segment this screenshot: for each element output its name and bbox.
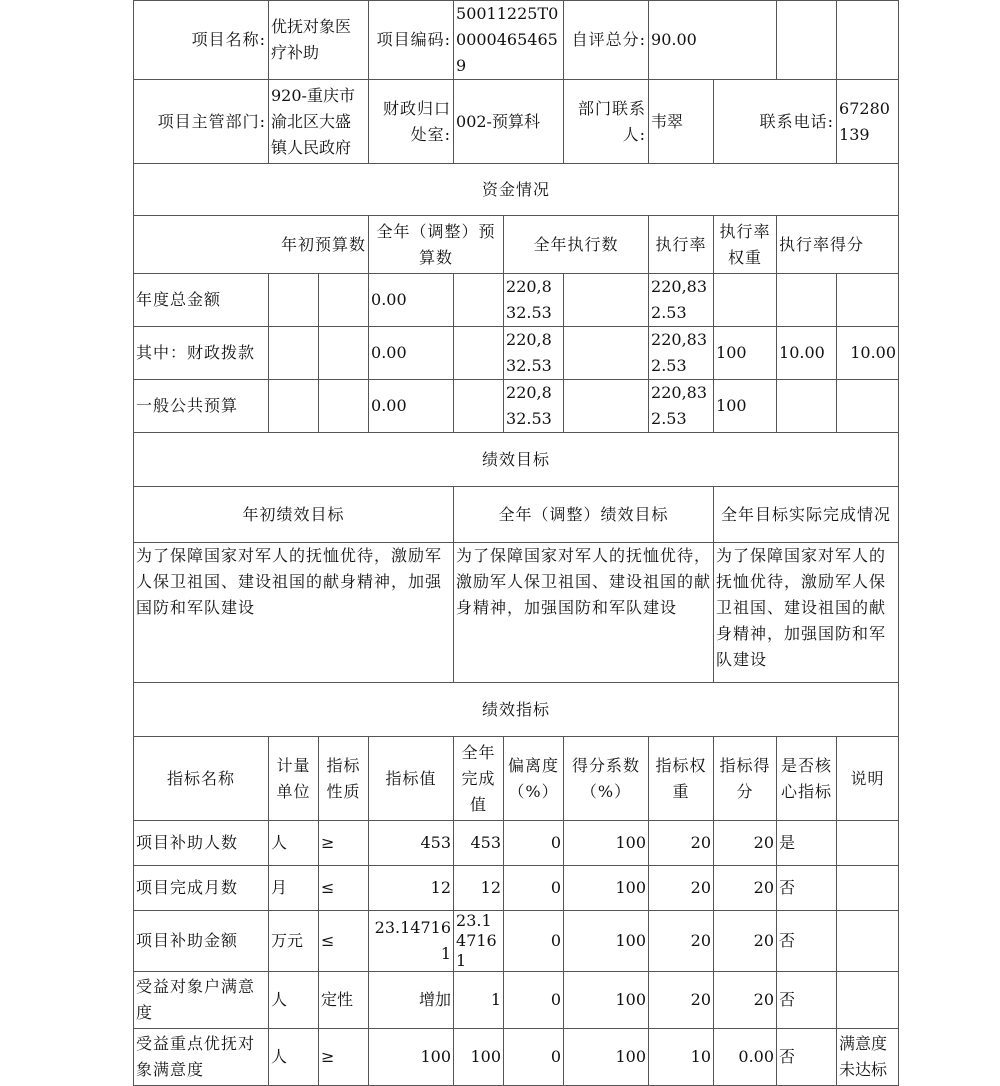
self-score-value: 90.00	[649, 1, 777, 80]
self-score-label: 自评总分:	[564, 1, 649, 80]
ind-core: 否	[777, 972, 837, 1029]
ind-value: 100	[369, 1029, 454, 1086]
indicator-row	[134, 911, 899, 972]
empty-cell	[564, 327, 649, 380]
ind-weight: 20	[649, 821, 714, 866]
indicator-row	[134, 866, 899, 911]
ind-deviation: 0	[504, 972, 564, 1029]
indicator-row	[134, 821, 899, 866]
ind-header-weight: 指标权重	[649, 737, 714, 821]
info-row-1	[134, 1, 899, 80]
funds-header-adjusted: 全年（调整）预算数	[369, 216, 504, 274]
funds-section-title: 资金情况	[134, 164, 899, 216]
ind-core: 否	[777, 866, 837, 911]
empty-cell	[777, 1, 837, 80]
funds-row-rate	[714, 274, 777, 327]
ind-value: 23.147161	[369, 911, 454, 972]
project-name-label: 项目名称:	[134, 1, 269, 80]
funds-row-label: 其中：财政拨款	[134, 327, 269, 380]
goals-content-row	[134, 543, 899, 683]
ind-note	[837, 972, 899, 1029]
ind-coef: 100	[564, 866, 649, 911]
goals-header-row	[134, 487, 899, 543]
ind-name: 受益重点优抚对象满意度	[134, 1029, 269, 1086]
ind-deviation: 0	[504, 911, 564, 972]
goals-adjusted-text: 为了保障国家对军人的抚恤优待，激励军人保卫祖国、建设祖国的献身精神，加强国防和军队建设	[454, 543, 714, 683]
ind-nature: ≥	[319, 821, 369, 866]
ind-header-unit: 计量单位	[269, 737, 319, 821]
empty-cell	[319, 327, 369, 380]
ind-weight: 20	[649, 911, 714, 972]
funds-row-initial: 0.00	[369, 327, 454, 380]
ind-completed: 1	[454, 972, 504, 1029]
funds-header-score: 执行率得分	[777, 216, 899, 274]
funds-row-adjusted: 220,832.53	[504, 274, 564, 327]
funds-header-rate: 执行率	[649, 216, 714, 274]
phone-value: 67280139	[837, 80, 899, 164]
empty-cell	[454, 327, 504, 380]
goals-actual-text: 为了保障国家对军人的抚恤优待，激励军人保卫祖国、建设祖国的献身精神，加强国防和军队建设	[714, 543, 899, 683]
ind-header-completed: 全年完成值	[454, 737, 504, 821]
ind-nature: 定性	[319, 972, 369, 1029]
ind-name: 项目补助金额	[134, 911, 269, 972]
ind-name: 项目完成月数	[134, 866, 269, 911]
ind-coef: 100	[564, 972, 649, 1029]
indicators-section-row	[134, 683, 899, 737]
empty-cell	[454, 274, 504, 327]
funds-row-rate: 100	[714, 327, 777, 380]
ind-header-value: 指标值	[369, 737, 454, 821]
ind-weight: 20	[649, 866, 714, 911]
empty-cell	[319, 274, 369, 327]
ind-note	[837, 911, 899, 972]
empty-cell	[564, 274, 649, 327]
funds-row-initial: 0.00	[369, 380, 454, 433]
funds-header-initial: 年初预算数	[134, 216, 369, 274]
project-code-label: 项目编码:	[369, 1, 454, 80]
ind-name: 项目补助人数	[134, 821, 269, 866]
ind-header-note: 说明	[837, 737, 899, 821]
ind-header-core: 是否核心指标	[777, 737, 837, 821]
ind-header-nature: 指标性质	[319, 737, 369, 821]
ind-completed: 453	[454, 821, 504, 866]
ind-note: 满意度未达标	[837, 1029, 899, 1086]
goals-initial-text: 为了保障国家对军人的抚恤优待，激励军人保卫祖国、建设祖国的献身精神，加强国防和军队建设	[134, 543, 454, 683]
indicator-row	[134, 1029, 899, 1086]
funds-row-score	[837, 274, 899, 327]
project-code-value: 50011225T000004654659	[454, 1, 564, 80]
funds-row-adjusted: 220,832.53	[504, 327, 564, 380]
empty-cell	[269, 380, 319, 433]
ind-deviation: 0	[504, 821, 564, 866]
indicators-header-row	[134, 737, 899, 821]
ind-deviation: 0	[504, 1029, 564, 1086]
ind-coef: 100	[564, 911, 649, 972]
dept-label: 项目主管部门:	[134, 80, 269, 164]
funds-row-score: 10.00	[837, 327, 899, 380]
ind-core: 否	[777, 911, 837, 972]
empty-cell	[269, 274, 319, 327]
funds-row-executed: 220,832.53	[649, 274, 714, 327]
finance-label: 财政归口处室:	[369, 80, 454, 164]
funds-row-label: 一般公共预算	[134, 380, 269, 433]
funds-row-weight	[777, 380, 837, 433]
indicator-row	[134, 972, 899, 1029]
ind-unit: 人	[269, 972, 319, 1029]
finance-value: 002-预算科	[454, 80, 564, 164]
empty-cell	[269, 327, 319, 380]
funds-row-weight: 10.00	[777, 327, 837, 380]
ind-weight: 10	[649, 1029, 714, 1086]
info-row-2	[134, 80, 899, 164]
ind-unit: 万元	[269, 911, 319, 972]
ind-score: 20	[714, 866, 777, 911]
funds-row-label: 年度总金额	[134, 274, 269, 327]
ind-coef: 100	[564, 821, 649, 866]
ind-score: 20	[714, 972, 777, 1029]
phone-label: 联系电话:	[714, 80, 837, 164]
empty-cell	[837, 1, 899, 80]
goals-header-adjusted: 全年（调整）绩效目标	[454, 487, 714, 543]
ind-nature: ≥	[319, 1029, 369, 1086]
ind-coef: 100	[564, 1029, 649, 1086]
ind-score: 20	[714, 821, 777, 866]
ind-value: 12	[369, 866, 454, 911]
ind-core: 是	[777, 821, 837, 866]
ind-nature: ≤	[319, 866, 369, 911]
ind-score: 20	[714, 911, 777, 972]
funds-header-row	[134, 216, 899, 274]
ind-unit: 人	[269, 1029, 319, 1086]
empty-cell	[319, 380, 369, 433]
funds-row-executed: 220,832.53	[649, 380, 714, 433]
funds-header-executed: 全年执行数	[504, 216, 649, 274]
goals-header-actual: 全年目标实际完成情况	[714, 487, 899, 543]
ind-header-name: 指标名称	[134, 737, 269, 821]
contact-value: 韦翠	[649, 80, 714, 164]
ind-name: 受益对象户满意度	[134, 972, 269, 1029]
funds-row	[134, 380, 899, 433]
ind-header-deviation: 偏离度（%）	[504, 737, 564, 821]
ind-header-score: 指标得分	[714, 737, 777, 821]
empty-cell	[454, 380, 504, 433]
ind-nature: ≤	[319, 911, 369, 972]
funds-section-row	[134, 164, 899, 216]
ind-completed: 12	[454, 866, 504, 911]
goals-section-row	[134, 433, 899, 487]
ind-note	[837, 866, 899, 911]
ind-unit: 人	[269, 821, 319, 866]
funds-row-score	[837, 380, 899, 433]
contact-label: 部门联系人:	[564, 80, 649, 164]
funds-row-rate: 100	[714, 380, 777, 433]
ind-value: 增加	[369, 972, 454, 1029]
goals-header-initial: 年初绩效目标	[134, 487, 454, 543]
ind-note	[837, 821, 899, 866]
funds-row-initial: 0.00	[369, 274, 454, 327]
ind-unit: 月	[269, 866, 319, 911]
ind-weight: 20	[649, 972, 714, 1029]
funds-row-executed: 220,832.53	[649, 327, 714, 380]
ind-core: 否	[777, 1029, 837, 1086]
funds-row	[134, 327, 899, 380]
funds-row	[134, 274, 899, 327]
project-name-value: 优抚对象医疗补助	[269, 1, 369, 80]
funds-row-weight	[777, 274, 837, 327]
ind-value: 453	[369, 821, 454, 866]
ind-completed: 100	[454, 1029, 504, 1086]
empty-cell	[564, 380, 649, 433]
funds-row-adjusted: 220,832.53	[504, 380, 564, 433]
indicators-section-title: 绩效指标	[134, 683, 899, 737]
ind-completed: 23.147161	[454, 911, 504, 972]
performance-evaluation-table	[133, 0, 899, 1086]
ind-header-coef: 得分系数（%）	[564, 737, 649, 821]
ind-score: 0.00	[714, 1029, 777, 1086]
goals-section-title: 绩效目标	[134, 433, 899, 487]
dept-value: 920-重庆市渝北区大盛镇人民政府	[269, 80, 369, 164]
ind-deviation: 0	[504, 866, 564, 911]
funds-header-weight: 执行率权重	[714, 216, 777, 274]
